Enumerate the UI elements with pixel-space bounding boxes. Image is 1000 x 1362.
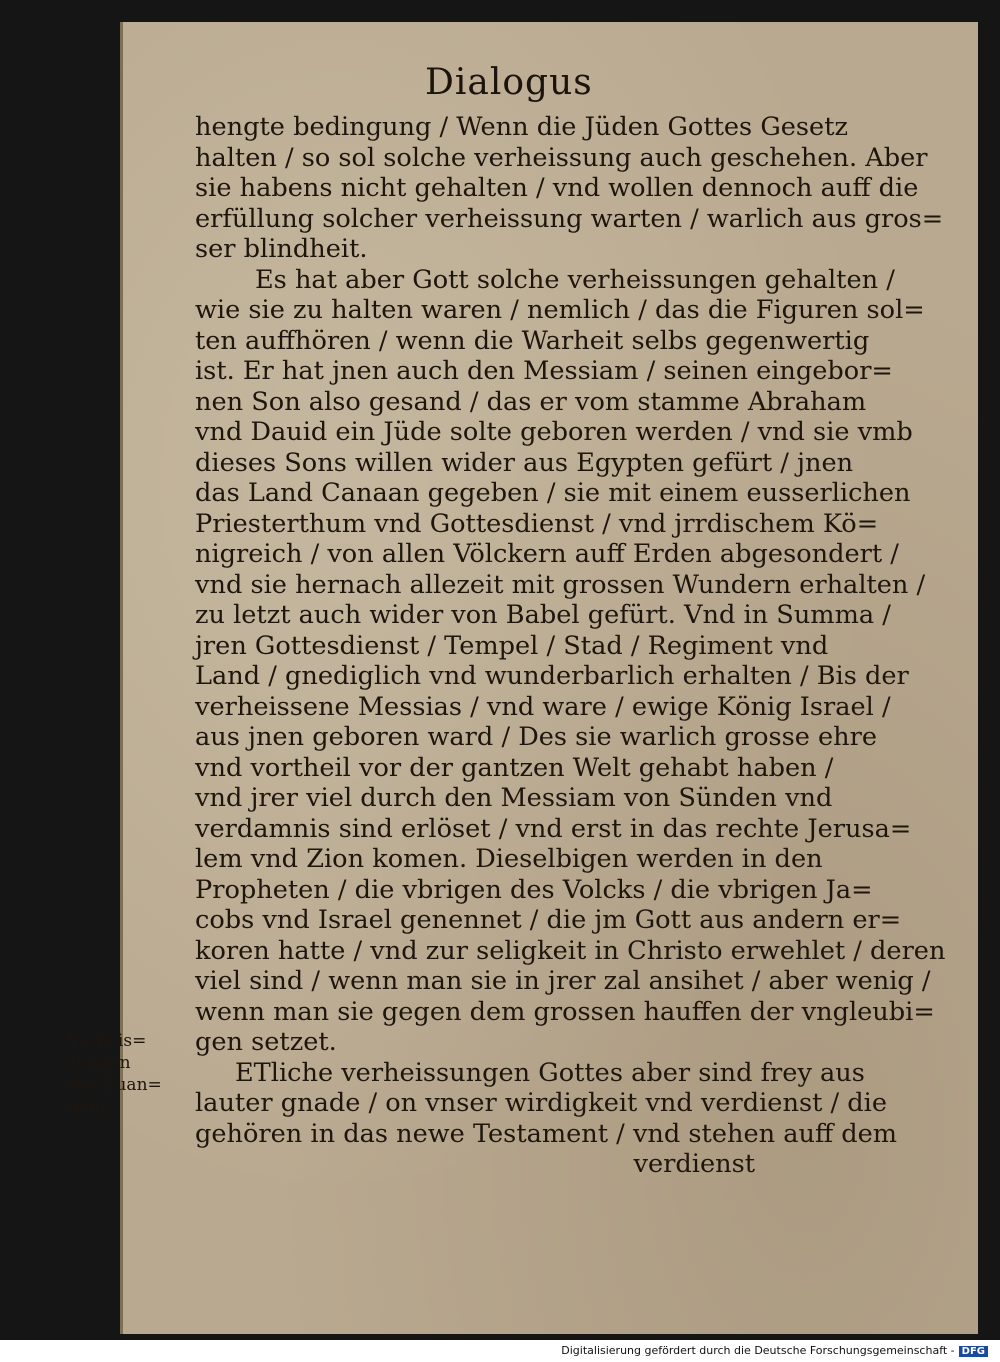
text-line: koren hatte / vnd zur seligkeit in Christo erwehlet / deren <box>195 935 946 966</box>
footer-text: Digitalisierung gefördert durch die Deutsche Forschungsgemeinschaft - <box>561 1344 955 1357</box>
text-line: zu letzt auch wider von Babel gefürt. Vnd in Summa / <box>195 600 891 630</box>
text-line: wie sie zu halten waren / nemlich / das die Figuren sol= <box>195 295 925 325</box>
text-line: Es hat aber Gott solche verheissungen gehalten / <box>255 264 895 295</box>
text-line: ETliche verheissungen Gottes aber sind frey aus <box>235 1057 865 1088</box>
text-line: dieses Sons willen wider aus Egypten gefürt / jnen <box>195 447 854 478</box>
marginal-line: gelij. <box>68 1097 111 1117</box>
text-line: ist. Er hat jnen auch den Messiam / seinen eingebor= <box>195 356 893 386</box>
text-line: cobs vnd Israel genennet / die jm Gott aus andern er= <box>195 905 902 935</box>
marginal-line: des Euan= <box>68 1075 162 1095</box>
text-line: viel sind / wenn man sie in jrer zal ansihet / aber wenig / <box>195 966 931 996</box>
running-title: Dialogus <box>425 62 593 103</box>
text-line: verheissene Messias / vnd ware / ewige König Israel / <box>195 691 891 722</box>
text-line: sie habens nicht gehalten / vnd wollen dennoch auff die <box>195 173 919 203</box>
marginal-line: Verheis= <box>68 1031 147 1051</box>
text-line: hengte bedingung / Wenn die Jüden Gottes Gesetz <box>195 112 848 142</box>
text-line: vnd vortheil vor der gantzen Welt gehabt haben / <box>195 752 834 783</box>
text-line: jren Gottesdienst / Tempel / Stad / Regiment vnd <box>195 630 829 661</box>
text-line: Priesterthum vnd Gottesdienst / vnd jrrdischem Kö= <box>195 508 879 539</box>
text-line: nigreich / von allen Völckern auff Erden abgesondert / <box>195 539 899 569</box>
marginal-note <box>68 1030 178 1118</box>
text-line: vnd Dauid ein Jüde solte geboren werden / vnd sie vmb <box>195 417 913 447</box>
text-line: aus jnen geboren ward / Des sie warlich grosse ehre <box>195 722 878 752</box>
text-line: halten / so sol solche verheissung auch geschehen. Aber <box>195 142 928 173</box>
text-line: verdamnis sind erlöset / vnd erst in das rechte Jerusa= <box>195 813 912 844</box>
text-line: Propheten / die vbrigen des Volcks / die vbrigen Ja= <box>195 874 873 905</box>
text-line: das Land Canaan gegeben / sie mit einem eusserlichen <box>195 478 911 508</box>
dfg-logo: DFG <box>959 1346 988 1357</box>
main-text-block <box>195 112 946 1180</box>
text-line: nen Son also gesand / das er vom stamme Abraham <box>195 386 867 417</box>
text-line: ser blindheit. <box>195 234 368 264</box>
text-line: ten auffhören / wenn die Warheit selbs gegenwertig <box>195 325 870 356</box>
text-line: gehören in das newe Testament / vnd stehen auff dem <box>195 1118 898 1149</box>
text-line: vnd sie hernach allezeit mit grossen Wundern erhalten / <box>195 569 926 600</box>
catchword: verdienst <box>633 1149 755 1179</box>
text-line: vnd jrer viel durch den Messiam von Sünden vnd <box>195 783 833 813</box>
text-line: Land / gnediglich vnd wunderbarlich erhalten / Bis der <box>195 661 909 691</box>
text-line: gen setzet. <box>195 1027 337 1057</box>
text-line: erfüllung solcher verheissung warten / warlich aus gros= <box>195 203 944 234</box>
digitization-footer <box>561 1344 988 1357</box>
text-line: lauter gnade / on vnser wirdigkeit vnd verdienst / die <box>195 1088 887 1118</box>
text-line: lem vnd Zion komen. Dieselbigen werden in den <box>195 844 823 874</box>
marginal-line: sungen <box>68 1053 131 1073</box>
text-line: wenn man sie gegen dem grossen hauffen der vngleubi= <box>195 996 935 1027</box>
